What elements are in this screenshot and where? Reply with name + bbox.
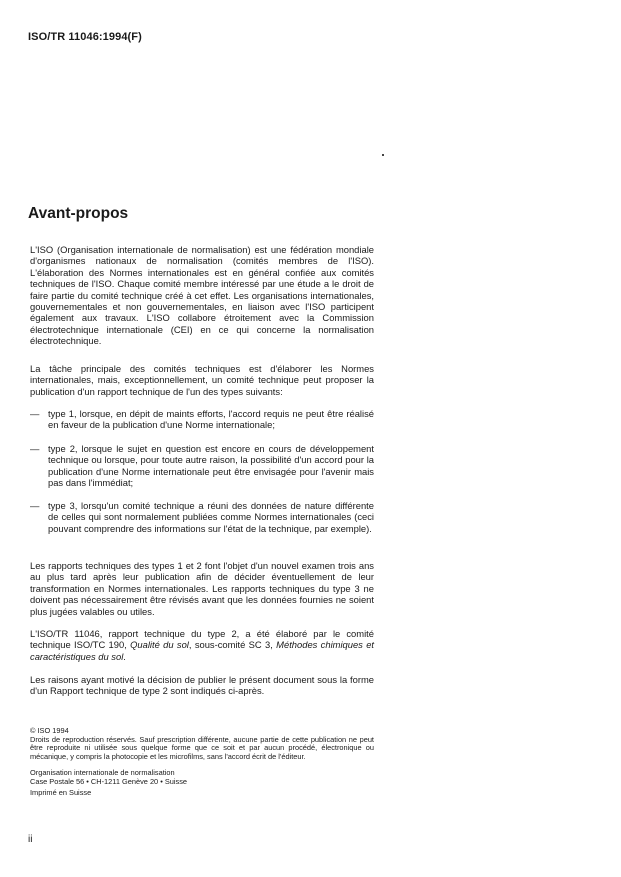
paragraph-iso-intro xyxy=(30,244,374,347)
paragraph-text: La tâche principale des comités techniques est d'élaborer les Normes internationales, mais, exceptionnellement, un comité technique peut proposer la publication d'un rapport technique de l'un des types suivants: xyxy=(30,363,374,397)
list-item-text: type 2, lorsque le sujet en question est encore en cours de développement technique ou lorsque, pour toute autre raison, la possibilité d'un accord pour la publication d'une Norme internationale peut être envisagée pour l'avenir mais pas dans l'immédiat; xyxy=(48,443,374,489)
copyright-footer xyxy=(30,727,374,797)
subcommittee-title: Méthodes chimiques et caractéristiques du sol xyxy=(30,639,375,662)
text-run: L'ISO/TR 11046, rapport technique du type 2, a été élaboré par le comité technique ISO/TC 190, xyxy=(30,628,374,651)
page-number: ii xyxy=(28,834,33,845)
paragraph-reasons xyxy=(30,674,374,697)
list-item-text: type 3, lorsqu'un comité technique a réuni des données de nature différente de celles qui sont normalement publiées comme Normes internationales (ceci pouvant comprendre des informations sur l'état de la technique, par exemple). xyxy=(48,500,374,534)
list-dash: — xyxy=(30,408,40,419)
paragraph-text: L'ISO (Organisation internationale de normalisation) est une fédération mondiale d'organismes nationaux de normalisation (comités membres de l'ISO). L'élaboration des Normes internationales est en général confiée aux comités techniques de l'ISO. Chaque comité membre intéressé par une étude a le droit de faire partie du comité technique créé à cet effet. Les organisations internationales, gouvernementales et non gouvernementales, en liaison avec l'ISO participent également aux travaux. L'ISO collabore étroitement avec la Commission électrotechnique internationale (CEI) en ce qui concerne la normalisation électrotechnique. xyxy=(30,244,374,347)
list-item xyxy=(30,408,374,431)
document-id-header: ISO/TR 11046:1994(F) xyxy=(28,31,142,43)
paragraph-text: Les rapports techniques des types 1 et 2 font l'objet d'un nouvel examen trois ans au plus tard après leur publication afin de décider éventuellement de leur transformation en Normes internationales. Les rapports techniques du type 3 ne doivent pas nécessairement être révisés avant que les données fournies ne soient plus jugées valables ou utiles. xyxy=(30,560,374,617)
rights-notice: Droits de reproduction réservés. Sauf prescription différente, aucune partie de cette publication ne peut être reproduite ni utilisée sous quelque forme que ce soit et par aucun procédé, électronique ou mécanique, y compris la photocopie et les microfilms, sans l'accord écrit de l'éditeur. xyxy=(30,734,374,761)
paragraph-committee-tasks xyxy=(30,363,374,397)
publisher-address xyxy=(30,769,374,786)
copyright-line: © ISO 1994 xyxy=(30,726,69,735)
paragraph-review xyxy=(30,560,374,617)
paragraph-tr-origin xyxy=(30,628,374,662)
list-dash: — xyxy=(30,500,40,511)
paragraph-text: Les raisons ayant motivé la décision de publier le présent document sous la forme d'un Rapport technique de type 2 sont indiqués ci-après. xyxy=(30,674,374,697)
publisher-org: Organisation internationale de normalisation xyxy=(30,768,175,778)
paragraph-text xyxy=(30,628,374,662)
section-title: Avant-propos xyxy=(28,205,129,222)
text-run: , sous-comité SC 3, xyxy=(188,639,277,651)
stray-dot-mark xyxy=(382,154,384,156)
committee-title: Qualité du sol xyxy=(130,639,189,651)
text-run: . xyxy=(123,650,126,662)
list-item-text: type 1, lorsque, en dépit de maints efforts, l'accord requis ne peut être réalisé en faveur de la publication d'une Norme internationale; xyxy=(48,408,374,431)
publisher-postal: Case Postale 56 • CH-1211 Genève 20 • Suisse xyxy=(30,776,188,786)
printed-in: Imprimé en Suisse xyxy=(30,787,92,797)
list-item xyxy=(30,500,374,534)
list-dash: — xyxy=(30,443,40,454)
list-item xyxy=(30,443,374,489)
